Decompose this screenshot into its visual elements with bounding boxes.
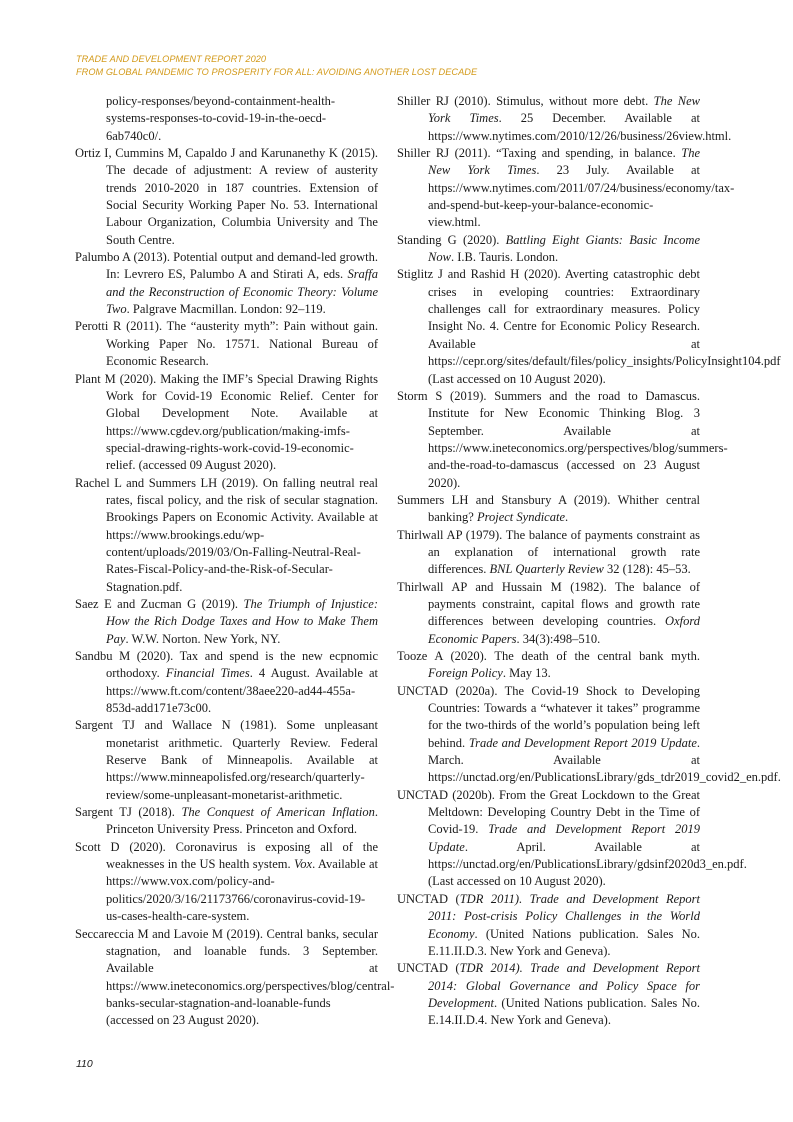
- reference-item: Perotti R (2011). The “austerity myth”: Pain without gain. Working Paper No. 17571. National Bureau of Economic Research.: [75, 319, 378, 369]
- reference-item: Palumbo A (2013). Potential output and demand-led growth. In: Levrero ES, Palumbo A and Stirati A, eds. Sraffa and the Reconstruction of Economic Theory: Volume Two. Palgrave Macmillan. London: 92–119.: [75, 250, 378, 317]
- reference-item: Shiller RJ (2011). “Taxing and spending, in balance. The New York Times. 23 July. Available at https://www.nytimes.com/2011/07/24/business/economy/tax-and-spend-but-keep-your-balance-economic-view.html.: [397, 146, 735, 230]
- reference-item: Sargent TJ (2018). The Conquest of American Inflation. Princeton University Press. Princeton and Oxford.: [75, 805, 379, 837]
- page-number: 110: [76, 1058, 93, 1070]
- reference-item: Stiglitz J and Rashid H (2020). Averting catastrophic debt crises in eveloping countries: Extraordinary challenges call for extraordinary measures. Policy Insight No. 4. Centre for Economic Policy Research. Available at https://cepr.org/sites/default/files/policy_insights/PolicyInsight104.pdf (Last accessed on 10 August 2020).: [397, 267, 781, 386]
- reference-item: Sandbu M (2020). Tax and spend is the new ecpnomic orthodoxy. Financial Times. 4 August. Available at https://www.ft.com/content/38aee220-ad44-455a-853d-add171e73c00.: [75, 649, 379, 716]
- report-subtitle: FROM GLOBAL PANDEMIC TO PROSPERITY FOR ALL: AVOIDING ANOTHER LOST DECADE: [76, 67, 478, 77]
- reference-item: Scott D (2020). Coronavirus is exposing all of the weaknesses in the US health system. Vox. Available at https://www.vox.com/policy-and-politics/2020/3/16/21173766/coronavirus-covid-19-us-cases-health-care-system.: [75, 839, 378, 924]
- reference-item: Storm S (2019). Summers and the road to Damascus. Institute for New Economic Thinking Blog. 3 September. Available at https://www.ineteconomics.org/perspectives/blog/summers-and-the-road-to-damascus (accessed on 23 August 2020).: [397, 388, 728, 490]
- reference-item: UNCTAD (2020a). The Covid-19 Shock to Developing Countries: Towards a “whatever it takes” programme for the two-thirds of the world’s population being left behind. Trade and Development Report 2019 Update. March. Available at https://unctad.org/en/PublicationsLibrary/gds_tdr2019_covid2_en.pdf.: [397, 683, 781, 785]
- reference-item: Rachel L and Summers LH (2019). On falling neutral real rates, fiscal policy, and the risk of secular stagnation. Brookings Papers on Economic Activity. Available at https://www.brookings.edu/wp-content/uploads/2019/03/On-Falling-Neutral-Real-Rates-Fiscal-Policy-and-the-Risk-of-Secular-Stagnation.pdf.: [75, 475, 378, 594]
- reference-item: policy-responses/beyond-containment-health-systems-responses-to-covid-19-in-the-oecd-6ab740c0/.: [106, 94, 336, 143]
- reference-item: Summers LH and Stansbury A (2019). Whither central banking? Project Syndicate.: [397, 492, 700, 525]
- reference-item: Thirlwall AP and Hussain M (1982). The balance of payments constraint, capital flows and growth rate differences between developing countries. Oxford Economic Papers. 34(3):498–510.: [397, 579, 700, 646]
- left-column: [75, 93, 395, 1030]
- report-title: TRADE AND DEVELOPMENT REPORT 2020: [76, 54, 267, 64]
- reference-item: Seccareccia M and Lavoie M (2019). Central banks, secular stagnation, and loanable funds. 3 September. Available at https://www.ineteconomics.org/perspectives/blog/central-banks-secular-stagnation-and-loanable-funds (accessed on 23 August 2020).: [75, 926, 395, 1028]
- reference-item: Standing G (2020). Battling Eight Giants: Basic Income Now. I.B. Tauris. London.: [397, 232, 700, 265]
- reference-item: Thirlwall AP (1979). The balance of payments constraint as an explanation of international growth rate differences. BNL Quarterly Review 32 (128): 45–53.: [397, 527, 700, 577]
- reference-item: Sargent TJ and Wallace N (1981). Some unpleasant monetarist arithmetic. Quarterly Review. Federal Reserve Bank of Minneapolis. Available at https://www.minneapolisfed.org/research/quarterly-review/some-unpleasant-monetarist-arithmetic.: [75, 718, 378, 802]
- reference-item: Plant M (2020). Making the IMF’s Special Drawing Rights Work for Covid-19 Economic Relief. Center for Global Development Note. Available at https://www.cgdev.org/publication/making-imfs-special-drawing-rights-work-covid-19-economic-relief. (accessed 09 August 2020).: [75, 371, 378, 473]
- reference-item: Ortiz I, Cummins M, Capaldo J and Karunanethy K (2015). The decade of adjustment: A review of austerity trends 2010-2020 in 187 countries. Extension of Social Security Working Paper No. 53. International Labour Organization, Columbia University and The South Centre.: [75, 146, 378, 247]
- reference-item: Tooze A (2020). The death of the central bank myth. Foreign Policy. May 13.: [397, 649, 700, 681]
- reference-item: UNCTAD (2020b). From the Great Lockdown to the Great Meltdown: Developing Country Debt in the Time of Covid-19. Trade and Development Report 2019 Update. April. Available at https://unctad.org/en/PublicationsLibrary/gdsinf2020d3_en.pdf. (Last accessed on 10 August 2020).: [397, 787, 747, 889]
- reference-item: Shiller RJ (2010). Stimulus, without more debt. The New York Times. 25 December. Available at https://www.nytimes.com/2010/12/26/business/26view.html.: [397, 94, 732, 143]
- reference-item: UNCTAD (TDR 2014). Trade and Development Report 2014: Global Governance and Policy Space for Development. (United Nations publication. Sales No. E.14.II.D.4. New York and Geneva).: [397, 961, 700, 1028]
- reference-item: UNCTAD (TDR 2011). Trade and Development Report 2011: Post-crisis Policy Challenges in the World Economy. (United Nations publication. Sales No. E.11.II.D.3. New York and Geneva).: [397, 891, 700, 958]
- right-column: [397, 93, 781, 1030]
- running-header: [76, 53, 477, 79]
- reference-item: Saez E and Zucman G (2019). The Triumph of Injustice: How the Rich Dodge Taxes and How to Make Them Pay. W.W. Norton. New York, NY.: [75, 596, 378, 646]
